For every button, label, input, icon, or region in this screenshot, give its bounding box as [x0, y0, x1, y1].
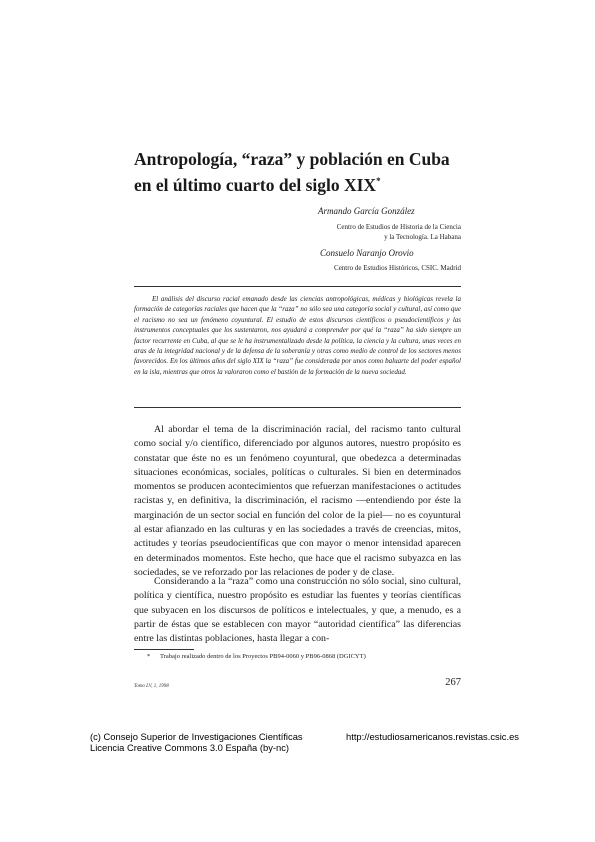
- license-line-1: (c) Consejo Superior de Investigaciones Científicas: [90, 731, 303, 742]
- author-affiliation-2: [260, 263, 461, 273]
- journal-url-link[interactable]: http://estudiosamericanos.revistas.csic.es: [346, 731, 519, 742]
- affiliation-1-line-1: Centro de Estudios de Historia de la Ciencia: [336, 223, 461, 231]
- license-line-2: Licencia Creative Commons 3.0 España (by-nc): [90, 742, 290, 753]
- title-note-mark: *: [376, 176, 381, 186]
- footnote: [147, 653, 366, 660]
- footnote-rule: [134, 649, 194, 650]
- body-paragraph-1: Al abordar el tema de la discriminación racial, del racismo tanto cultural como social y/o científico, diferenciado por algunos autores, nuestro propósito es constatar que éste no es un fenómeno coyuntural, que obedezca a determinadas situaciones económicas, sociales, políticas o culturales. Si bien en determinados momentos se producen acontecimientos que refuerzan manifestaciones o actitudes racistas y, en definitiva, la discriminación, el racismo —entendiendo por éste la marginación de un sector social en función del color de la piel— no es coyuntural al estar afianzado en las culturas y en las sociedades a través de creencias, mitos, actitudes y teorías pseudocientíficas que con mayor o menor intensidad aparecen en determinados momentos. Este hecho, que hace que el racismo subyazca en las sociedades, se ve reforzado por las relaciones de poder y de clase.: [134, 424, 461, 578]
- abstract: El análisis del discurso racial emanado desde las ciencias antropológicas, médicas y biológicas revela la formación de categorías raciales que hacen que la “raza” no sólo sea una categoría social y cultural, así como que el racismo no sea un fenómeno coyuntural. El estudio de estos discursos científicos o pseudocientíficos y las instrumentos conceptuales que los sustentaron, nos ayudará a comprender por qué la “raza” ha sido siempre un factor recurrente en Cuba, al que se le ha instrumentalizado desde la política, la ciencia y la cultura, unas veces en aras de la integridad nacional y de la defensa de la soberanía y otras como medio de control de los sectores menos favorecidos. En los últimos años del siglo XIX la “raza” fue considerada por unos como baluarte del poder español en la isla, mientras que otros la valoraron como el bastión de la formación de la nueva sociedad.: [134, 295, 461, 376]
- article-title: [134, 148, 494, 196]
- author-name-1: Armando García González: [318, 206, 415, 216]
- title-line-1: Antropología, “raza” y población en Cuba: [134, 149, 450, 169]
- author-name-2: Consuelo Naranjo Orovio: [320, 248, 414, 258]
- page-number: 267: [445, 677, 461, 688]
- abstract-bottom-rule: [134, 407, 461, 408]
- author-affiliation-1: [260, 222, 461, 242]
- title-line-2-text: en el último cuarto del siglo XIX: [134, 174, 377, 195]
- abstract-top-rule: [134, 286, 461, 287]
- footnote-mark: *: [147, 653, 151, 660]
- affiliation-1-line-2: y la Tecnología. La Habana: [384, 233, 461, 241]
- license-text: [90, 731, 303, 753]
- body-paragraph-2: Considerando a la “raza” como una construcción no sólo social, sino cultural, política y científica, nuestro propósito es estudiar las fuentes y teorías científicas que subyacen en los discursos de políticos e intelectuales, y que, a menudo, es a partir de éstas que se establecen con mayor “autoridad científica” las diferencias entre las distintas poblaciones, hasta llegar a con-: [134, 576, 461, 645]
- footnote-text: Trabajo realizado dentro de los Proyectos PB94-0060 y PB96-0868 (DGICYT): [160, 653, 366, 660]
- affiliation-2-line-1: Centro de Estudios Históricos, CSIC. Madrid: [334, 264, 461, 272]
- title-line-2: [134, 170, 494, 196]
- running-footer: Tomo LV, 1, 1998: [134, 684, 169, 689]
